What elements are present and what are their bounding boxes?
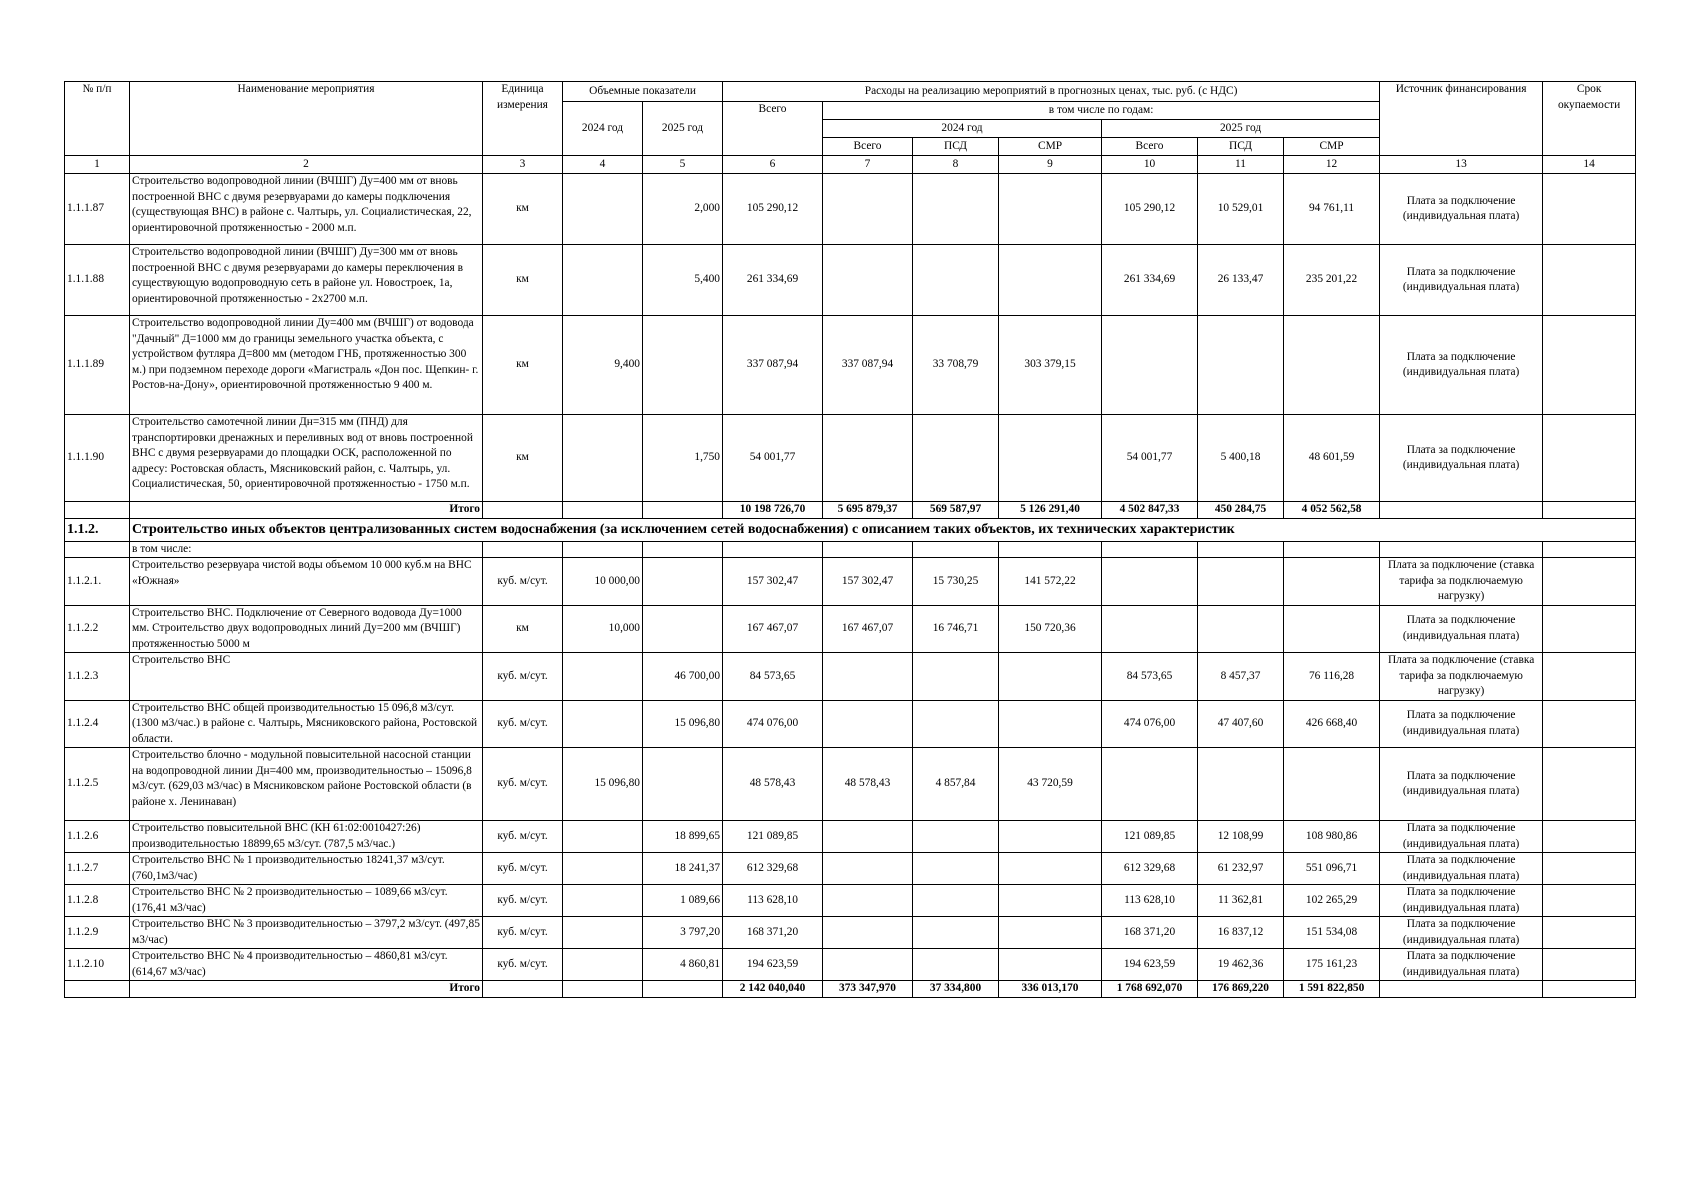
row-name: Строительство ВНС № 3 производительностью – 3797,2 м3/сут. (497,85 м3/час) (130, 917, 483, 949)
row-2024-psd (913, 853, 999, 885)
including-empty (643, 541, 723, 558)
header-total: Всего (723, 102, 823, 156)
column-number-row (65, 156, 1636, 174)
row-2024-total (823, 885, 913, 917)
including-empty (723, 541, 823, 558)
row-2024-psd (913, 174, 999, 245)
header-2025: 2025 год (1102, 120, 1380, 138)
row-2024-psd: 15 730,25 (913, 558, 999, 606)
row-number: 1.1.2.7 (65, 853, 130, 885)
row-payback (1543, 653, 1636, 701)
total-sum: 2 142 040,040 (723, 981, 823, 998)
row-unit: км (483, 245, 563, 316)
total-row (65, 981, 1636, 998)
row-2024-psd (913, 949, 999, 981)
row-source: Плата за подключение (ставка тарифа за подключаемую нагрузку) (1380, 558, 1543, 606)
row-2024-total (823, 415, 913, 502)
row-volume-2025: 46 700,00 (643, 653, 723, 701)
row-volume-2025 (643, 316, 723, 415)
row-2024-total: 167 467,07 (823, 605, 913, 653)
table-row (65, 949, 1636, 981)
row-2025-psd: 10 529,01 (1198, 174, 1284, 245)
table-row (65, 605, 1636, 653)
row-unit: км (483, 605, 563, 653)
row-source: Плата за подключение (индивидуальная плата) (1380, 853, 1543, 885)
row-total: 48 578,43 (723, 748, 823, 821)
table-row (65, 821, 1636, 853)
header-volume-2024: 2024 год (563, 102, 643, 156)
total-empty (483, 981, 563, 998)
section-number: 1.1.2. (65, 518, 130, 541)
column-number: 6 (723, 156, 823, 174)
total-label: Итого (130, 502, 483, 519)
total-empty (1380, 502, 1543, 519)
row-source: Плата за подключение (индивидуальная плата) (1380, 174, 1543, 245)
row-total: 84 573,65 (723, 653, 823, 701)
header-payback: Срок окупаемости (1543, 82, 1636, 156)
including-empty (1284, 541, 1380, 558)
row-payback (1543, 949, 1636, 981)
column-number: 9 (999, 156, 1102, 174)
row-2024-smr (999, 853, 1102, 885)
row-2025-psd: 47 407,60 (1198, 700, 1284, 748)
row-source: Плата за подключение (индивидуальная плата) (1380, 415, 1543, 502)
row-volume-2025: 1 089,66 (643, 885, 723, 917)
row-2025-smr: 76 116,28 (1284, 653, 1380, 701)
row-2025-psd: 5 400,18 (1198, 415, 1284, 502)
row-2024-smr: 141 572,22 (999, 558, 1102, 606)
row-unit: куб. м/сут. (483, 885, 563, 917)
table-row (65, 885, 1636, 917)
row-volume-2025: 5,400 (643, 245, 723, 316)
row-volume-2024 (563, 917, 643, 949)
row-2024-smr (999, 653, 1102, 701)
total-2024: 5 695 879,37 (823, 502, 913, 519)
row-volume-2024 (563, 949, 643, 981)
row-total: 261 334,69 (723, 245, 823, 316)
row-2025-total (1102, 558, 1198, 606)
row-name: Строительство ВНС общей производительностью 15 096,8 м3/сут. (1300 м3/час.) в районе с. Чалтырь, Мясниковского района, Ростовской области. (130, 700, 483, 748)
row-number: 1.1.2.3 (65, 653, 130, 701)
column-number: 5 (643, 156, 723, 174)
including-row (65, 541, 1636, 558)
table-row (65, 700, 1636, 748)
row-volume-2025 (643, 558, 723, 606)
row-source: Плата за подключение (индивидуальная плата) (1380, 605, 1543, 653)
table-row (65, 558, 1636, 606)
row-unit: куб. м/сут. (483, 917, 563, 949)
row-2024-psd (913, 700, 999, 748)
total-empty (483, 502, 563, 519)
row-2024-smr (999, 885, 1102, 917)
row-2025-psd (1198, 748, 1284, 821)
row-number: 1.1.2.6 (65, 821, 130, 853)
total-label: Итого (130, 981, 483, 998)
row-payback (1543, 885, 1636, 917)
row-2024-total (823, 245, 913, 316)
total-2025-psd: 450 284,75 (1198, 502, 1284, 519)
including-empty (1380, 541, 1543, 558)
row-source: Плата за подключение (индивидуальная плата) (1380, 700, 1543, 748)
row-2024-smr: 43 720,59 (999, 748, 1102, 821)
column-number: 8 (913, 156, 999, 174)
row-source: Плата за подключение (индивидуальная плата) (1380, 748, 1543, 821)
row-volume-2025: 15 096,80 (643, 700, 723, 748)
row-number: 1.1.2.2 (65, 605, 130, 653)
row-volume-2025: 18 241,37 (643, 853, 723, 885)
total-empty (1543, 502, 1636, 519)
including-empty (1198, 541, 1284, 558)
table-row (65, 748, 1636, 821)
row-2024-total (823, 949, 913, 981)
row-2025-psd (1198, 558, 1284, 606)
row-number: 1.1.2.10 (65, 949, 130, 981)
row-2025-total: 113 628,10 (1102, 885, 1198, 917)
total-row (65, 502, 1636, 519)
row-total: 157 302,47 (723, 558, 823, 606)
row-2024-psd: 33 708,79 (913, 316, 999, 415)
row-2025-smr (1284, 748, 1380, 821)
row-2025-total: 84 573,65 (1102, 653, 1198, 701)
row-2024-total: 157 302,47 (823, 558, 913, 606)
including-empty (999, 541, 1102, 558)
row-2025-total (1102, 748, 1198, 821)
row-source: Плата за подключение (индивидуальная плата) (1380, 885, 1543, 917)
row-2024-smr (999, 174, 1102, 245)
row-2025-total: 261 334,69 (1102, 245, 1198, 316)
row-name: Строительство ВНС № 4 производительностью – 4860,81 м3/сут. (614,67 м3/час) (130, 949, 483, 981)
row-unit: куб. м/сут. (483, 853, 563, 885)
row-source: Плата за подключение (индивидуальная плата) (1380, 245, 1543, 316)
section-title: Строительство иных объектов централизованных систем водоснабжения (за исключением сетей водоснабжения) с описанием таких объектов, их технических характеристик (130, 518, 1636, 541)
header-2025-psd: ПСД (1198, 138, 1284, 156)
row-2024-psd (913, 415, 999, 502)
row-number: 1.1.1.89 (65, 316, 130, 415)
row-unit: куб. м/сут. (483, 653, 563, 701)
column-number: 4 (563, 156, 643, 174)
row-2025-psd: 8 457,37 (1198, 653, 1284, 701)
investment-table (64, 81, 1636, 998)
table-row (65, 245, 1636, 316)
header-unit: Единица измерения (483, 82, 563, 156)
row-2025-psd: 26 133,47 (1198, 245, 1284, 316)
total-2025-psd: 176 869,220 (1198, 981, 1284, 998)
total-empty (563, 981, 643, 998)
row-unit: куб. м/сут. (483, 748, 563, 821)
including-empty (1543, 541, 1636, 558)
row-unit: км (483, 174, 563, 245)
row-2025-smr (1284, 316, 1380, 415)
total-empty (65, 981, 130, 998)
table-row (65, 316, 1636, 415)
row-2025-total: 168 371,20 (1102, 917, 1198, 949)
row-2025-smr: 102 265,29 (1284, 885, 1380, 917)
row-2024-smr (999, 917, 1102, 949)
row-2024-total (823, 821, 913, 853)
header-2025-smr: СМР (1284, 138, 1380, 156)
row-2024-total (823, 653, 913, 701)
row-2024-total (823, 700, 913, 748)
row-payback (1543, 748, 1636, 821)
row-2024-total (823, 174, 913, 245)
including-empty (823, 541, 913, 558)
header-volume: Объемные показатели (563, 82, 723, 102)
row-volume-2024: 10 000,00 (563, 558, 643, 606)
row-total: 474 076,00 (723, 700, 823, 748)
column-number: 7 (823, 156, 913, 174)
row-volume-2025: 3 797,20 (643, 917, 723, 949)
row-total: 167 467,07 (723, 605, 823, 653)
total-2024: 373 347,970 (823, 981, 913, 998)
row-2025-smr: 426 668,40 (1284, 700, 1380, 748)
total-2025: 4 502 847,33 (1102, 502, 1198, 519)
row-2025-smr: 235 201,22 (1284, 245, 1380, 316)
row-2025-psd (1198, 605, 1284, 653)
row-payback (1543, 605, 1636, 653)
table-row (65, 853, 1636, 885)
section-row (65, 518, 1636, 541)
row-payback (1543, 821, 1636, 853)
table-row (65, 174, 1636, 245)
row-2024-smr (999, 415, 1102, 502)
table-row (65, 653, 1636, 701)
column-number: 2 (130, 156, 483, 174)
including-empty (913, 541, 999, 558)
total-2025: 1 768 692,070 (1102, 981, 1198, 998)
total-empty (643, 981, 723, 998)
row-2025-total: 194 623,59 (1102, 949, 1198, 981)
row-volume-2024 (563, 653, 643, 701)
header-num: № п/п (65, 82, 130, 156)
row-name: Строительство самотечной линии Дн=315 мм (ПНД) для транспортировки дренажных и переливных вод от вновь построенной ВНС с двумя резервуарами до площадки ОСК, расположенной по адресу: Ростовская область, Мясниковский район, с. Чалтырь, ул. Социалистическая, 50, ориентировочной протяженностью - 1750 м.п. (130, 415, 483, 502)
row-2025-smr: 48 601,59 (1284, 415, 1380, 502)
row-name: Строительство ВНС. Подключение от Северного водовода Ду=1000 мм. Строительство двух водопроводных линий Ду=200 мм (ВЧШГ) протяженностью 5000 м (130, 605, 483, 653)
including-empty (1102, 541, 1198, 558)
row-2025-psd: 11 362,81 (1198, 885, 1284, 917)
row-unit: куб. м/сут. (483, 700, 563, 748)
including-empty (65, 541, 130, 558)
header-2024-smr: СМР (999, 138, 1102, 156)
row-total: 337 087,94 (723, 316, 823, 415)
row-2025-psd (1198, 316, 1284, 415)
row-2025-smr: 151 534,08 (1284, 917, 1380, 949)
row-2024-psd: 4 857,84 (913, 748, 999, 821)
row-name: Строительство ВНС № 2 производительностью – 1089,66 м3/сут. (176,41 м3/час) (130, 885, 483, 917)
row-2025-smr: 108 980,86 (1284, 821, 1380, 853)
row-payback (1543, 700, 1636, 748)
header-name: Наименование мероприятия (130, 82, 483, 156)
row-volume-2024 (563, 174, 643, 245)
row-2025-smr (1284, 605, 1380, 653)
header-source: Источник финансирования (1380, 82, 1543, 156)
total-empty (1543, 981, 1636, 998)
row-name: Строительство водопроводной линии (ВЧШГ) Ду=300 мм от вновь построенной ВНС с двумя резервуарами до камеры переключения в существующую водопроводную сеть в районе ул. Новостроек, 1а, ориентировочной протяженностью - 2х2700 м.п. (130, 245, 483, 316)
row-2025-total: 474 076,00 (1102, 700, 1198, 748)
row-name: Строительство резервуара чистой воды объемом 10 000 куб.м на ВНС «Южная» (130, 558, 483, 606)
row-total: 105 290,12 (723, 174, 823, 245)
header-2024: 2024 год (823, 120, 1102, 138)
row-name: Строительство водопроводной линии Ду=400 мм (ВЧШГ) от водовода "Дачный" Д=1000 мм до границы земельного участка объекта, с устройством футляра Д=800 мм (методом ГНБ, протяженностью 300 м.) при подземном переходе дороги «Магистраль «Дон пос. Щепкин- г. Ростов-на-Дону», ориентировочной протяженностью 9 400 м. (130, 316, 483, 415)
row-payback (1543, 245, 1636, 316)
row-2025-total (1102, 316, 1198, 415)
row-source: Плата за подключение (индивидуальная плата) (1380, 949, 1543, 981)
header-2024-psd: ПСД (913, 138, 999, 156)
row-2024-smr (999, 821, 1102, 853)
total-2024-smr: 336 013,170 (999, 981, 1102, 998)
row-total: 113 628,10 (723, 885, 823, 917)
row-payback (1543, 415, 1636, 502)
row-2025-smr: 94 761,11 (1284, 174, 1380, 245)
row-2024-psd (913, 821, 999, 853)
row-volume-2024 (563, 245, 643, 316)
column-number: 12 (1284, 156, 1380, 174)
including-empty (563, 541, 643, 558)
row-source: Плата за подключение (индивидуальная плата) (1380, 821, 1543, 853)
row-volume-2024: 10,000 (563, 605, 643, 653)
column-number: 3 (483, 156, 563, 174)
row-unit: куб. м/сут. (483, 558, 563, 606)
row-name: Строительство ВНС (130, 653, 483, 701)
total-empty (65, 502, 130, 519)
row-2024-smr: 150 720,36 (999, 605, 1102, 653)
row-number: 1.1.1.87 (65, 174, 130, 245)
investment-table-sheet (64, 81, 1635, 998)
row-total: 168 371,20 (723, 917, 823, 949)
row-source: Плата за подключение (индивидуальная плата) (1380, 917, 1543, 949)
row-volume-2025: 4 860,81 (643, 949, 723, 981)
row-total: 194 623,59 (723, 949, 823, 981)
row-volume-2024 (563, 415, 643, 502)
row-name: Строительство повысительной ВНС (КН 61:02:0010427:26) производительностью 18899,65 м3/сут. (787,5 м3/час.) (130, 821, 483, 853)
row-volume-2024 (563, 821, 643, 853)
row-2024-smr (999, 949, 1102, 981)
row-2024-total: 337 087,94 (823, 316, 913, 415)
row-2025-total: 105 290,12 (1102, 174, 1198, 245)
row-2025-total: 612 329,68 (1102, 853, 1198, 885)
row-2025-psd: 12 108,99 (1198, 821, 1284, 853)
row-volume-2025: 18 899,65 (643, 821, 723, 853)
row-unit: куб. м/сут. (483, 821, 563, 853)
header-2024-total: Всего (823, 138, 913, 156)
column-number: 10 (1102, 156, 1198, 174)
row-2025-psd: 16 837,12 (1198, 917, 1284, 949)
row-total: 121 089,85 (723, 821, 823, 853)
row-volume-2025: 2,000 (643, 174, 723, 245)
row-2025-total (1102, 605, 1198, 653)
row-total: 612 329,68 (723, 853, 823, 885)
row-2025-smr (1284, 558, 1380, 606)
column-number: 11 (1198, 156, 1284, 174)
table-row (65, 415, 1636, 502)
row-2024-psd (913, 245, 999, 316)
row-2024-psd (913, 885, 999, 917)
row-volume-2025 (643, 605, 723, 653)
row-2024-total: 48 578,43 (823, 748, 913, 821)
row-volume-2025: 1,750 (643, 415, 723, 502)
table-row (65, 917, 1636, 949)
row-2025-psd: 19 462,36 (1198, 949, 1284, 981)
row-2025-total: 121 089,85 (1102, 821, 1198, 853)
row-2025-smr: 175 161,23 (1284, 949, 1380, 981)
row-payback (1543, 174, 1636, 245)
row-2024-psd: 16 746,71 (913, 605, 999, 653)
row-2024-smr: 303 379,15 (999, 316, 1102, 415)
row-number: 1.1.2.8 (65, 885, 130, 917)
row-2024-total (823, 917, 913, 949)
row-number: 1.1.1.88 (65, 245, 130, 316)
row-volume-2025 (643, 748, 723, 821)
row-payback (1543, 316, 1636, 415)
row-2024-psd (913, 653, 999, 701)
header-by-years: в том числе по годам: (823, 102, 1380, 120)
row-source: Плата за подключение (индивидуальная плата) (1380, 316, 1543, 415)
row-number: 1.1.2.4 (65, 700, 130, 748)
row-payback (1543, 917, 1636, 949)
row-volume-2024 (563, 853, 643, 885)
row-2024-psd (913, 917, 999, 949)
row-2024-total (823, 853, 913, 885)
row-name: Строительство водопроводной линии (ВЧШГ) Ду=400 мм от вновь построенной ВНС с двумя резервуарами до камеры подключения (существующая ВНС) в районе с. Чалтырь, ул. Социалистическая, 22, ориентировочной протяженностью - 2000 м.п. (130, 174, 483, 245)
row-2024-smr (999, 700, 1102, 748)
row-volume-2024: 15 096,80 (563, 748, 643, 821)
header-2025-total: Всего (1102, 138, 1198, 156)
row-unit: куб. м/сут. (483, 949, 563, 981)
row-volume-2024 (563, 885, 643, 917)
total-sum: 10 198 726,70 (723, 502, 823, 519)
header-volume-2025: 2025 год (643, 102, 723, 156)
total-empty (1380, 981, 1543, 998)
total-2024-psd: 569 587,97 (913, 502, 999, 519)
row-number: 1.1.1.90 (65, 415, 130, 502)
total-empty (643, 502, 723, 519)
row-name: Строительство ВНС № 1 производительностью 18241,37 м3/сут. (760,1м3/час) (130, 853, 483, 885)
row-total: 54 001,77 (723, 415, 823, 502)
column-number: 13 (1380, 156, 1543, 174)
row-2025-smr: 551 096,71 (1284, 853, 1380, 885)
row-name: Строительство блочно - модульной повысительной насосной станции на водопроводной линии Дн=400 мм, производительностью – 15096,8 м3/сут. (629,03 м3/час) в Мясниковском районе Ростовской области (в районе х. Ленинаван) (130, 748, 483, 821)
row-2024-smr (999, 245, 1102, 316)
total-2025-smr: 1 591 822,850 (1284, 981, 1380, 998)
total-2024-psd: 37 334,800 (913, 981, 999, 998)
header-costs: Расходы на реализацию мероприятий в прогнозных ценах, тыс. руб. (с НДС) (723, 82, 1380, 102)
including-label: в том числе: (130, 541, 483, 558)
total-2024-smr: 5 126 291,40 (999, 502, 1102, 519)
row-2025-psd: 61 232,97 (1198, 853, 1284, 885)
row-2025-total: 54 001,77 (1102, 415, 1198, 502)
column-number: 1 (65, 156, 130, 174)
row-number: 1.1.2.5 (65, 748, 130, 821)
row-unit: км (483, 316, 563, 415)
row-payback (1543, 558, 1636, 606)
row-volume-2024: 9,400 (563, 316, 643, 415)
row-unit: км (483, 415, 563, 502)
total-empty (563, 502, 643, 519)
row-source: Плата за подключение (ставка тарифа за подключаемую нагрузку) (1380, 653, 1543, 701)
row-payback (1543, 853, 1636, 885)
including-empty (483, 541, 563, 558)
row-number: 1.1.2.9 (65, 917, 130, 949)
column-number: 14 (1543, 156, 1636, 174)
total-2025-smr: 4 052 562,58 (1284, 502, 1380, 519)
row-number: 1.1.2.1. (65, 558, 130, 606)
row-volume-2024 (563, 700, 643, 748)
